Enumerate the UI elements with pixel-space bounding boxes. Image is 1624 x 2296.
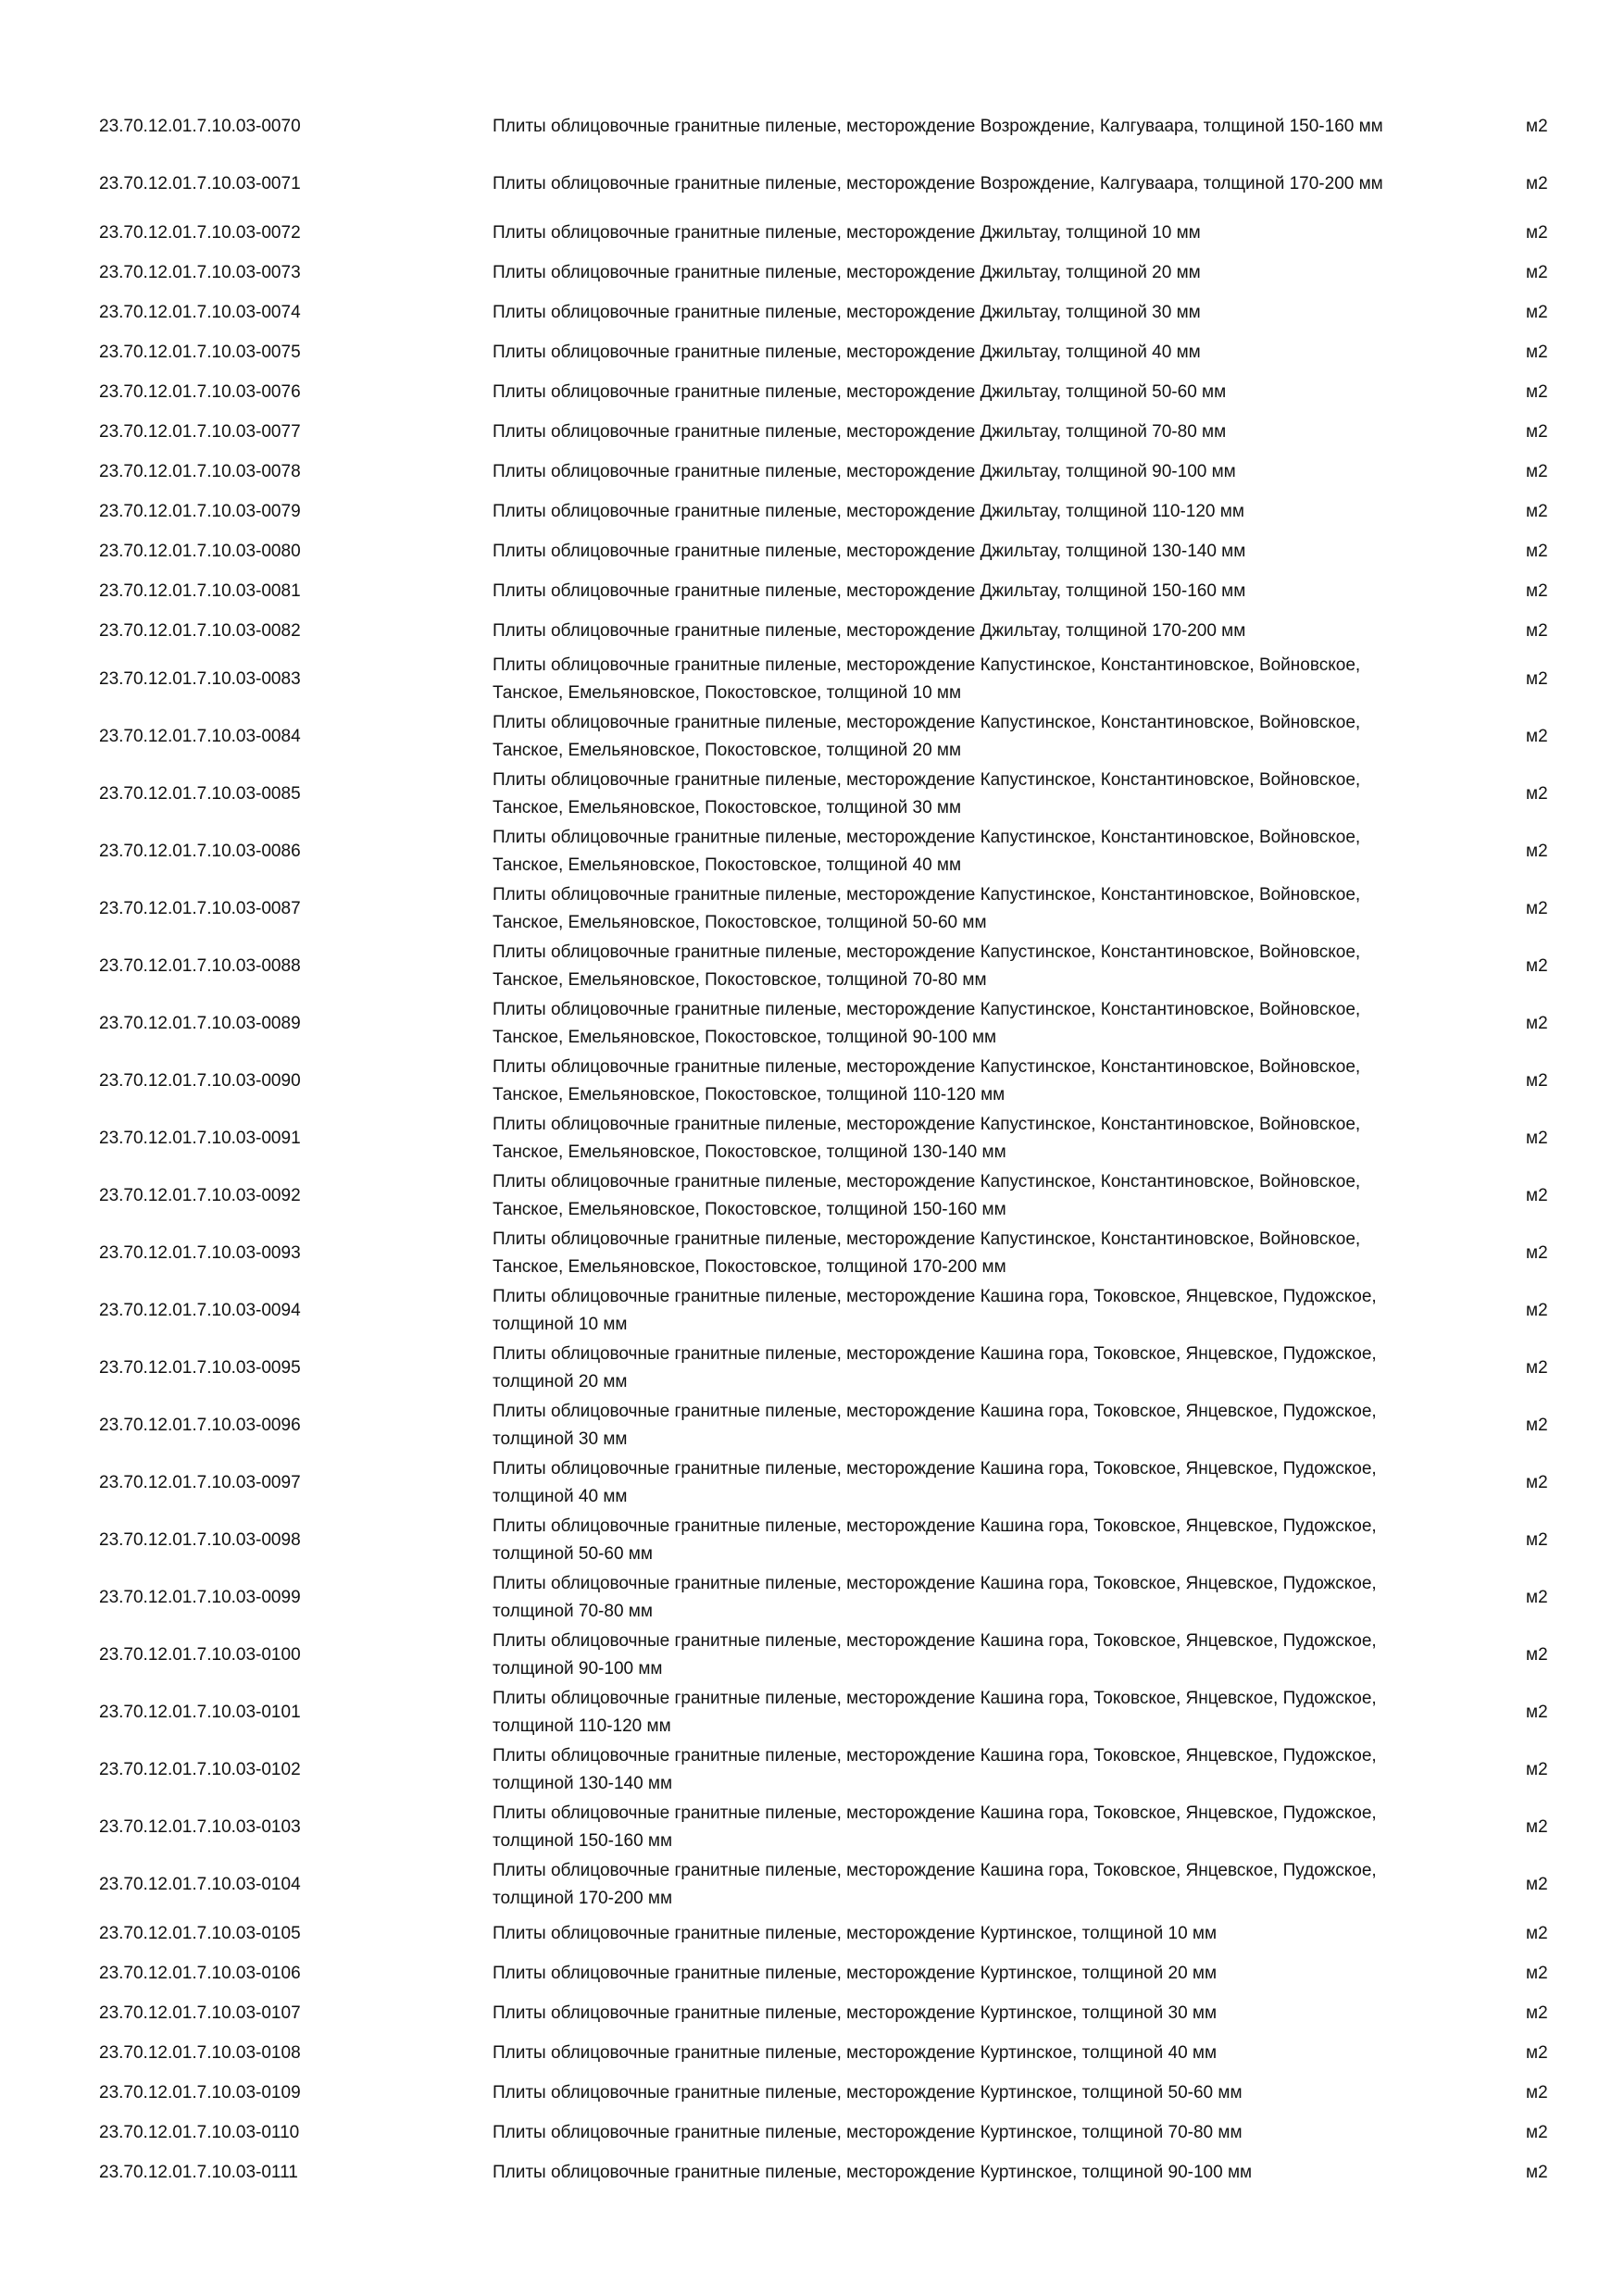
row-unit: м2 [1526, 2082, 1548, 2103]
table-row [0, 213, 1624, 253]
row-code: 23.70.12.01.7.10.03-0086 [99, 842, 301, 861]
row-unit: м2 [1526, 1530, 1548, 1550]
row-unit: м2 [1526, 1760, 1548, 1779]
row-code: 23.70.12.01.7.10.03-0105 [99, 1923, 301, 1943]
row-code: 23.70.12.01.7.10.03-0071 [99, 174, 301, 193]
row-description: Плиты облицовочные гранитные пиленые, месторождение Джильтау, толщиной 20 мм [493, 262, 1201, 282]
row-description: Плиты облицовочные гранитные пиленые, месторождение Джильтау, толщиной 130-140 мм [493, 541, 1246, 561]
table-row [0, 1053, 1624, 1110]
table-row [0, 372, 1624, 412]
row-code: 23.70.12.01.7.10.03-0108 [99, 2042, 301, 2063]
table-row [0, 531, 1624, 571]
row-code: 23.70.12.01.7.10.03-0093 [99, 1243, 301, 1263]
row-code: 23.70.12.01.7.10.03-0110 [99, 2122, 300, 2142]
row-unit: м2 [1526, 1186, 1548, 1205]
row-code: 23.70.12.01.7.10.03-0082 [99, 620, 301, 641]
row-description: Плиты облицовочные гранитные пиленые, месторождение Джильтау, толщиной 110-120 мм [493, 501, 1244, 521]
row-description: Плиты облицовочные гранитные пиленые, месторождение Кашина гора, Токовское, Янцевское, Пудожское, толщиной 30 мм [493, 1402, 1377, 1449]
table-row [0, 766, 1624, 823]
row-unit: м2 [1526, 1129, 1548, 1148]
table-row [0, 1856, 1624, 1914]
row-unit: м2 [1526, 1588, 1548, 1607]
row-description: Плиты облицовочные гранитные пиленые, месторождение Джильтау, толщиной 10 мм [493, 222, 1201, 243]
row-unit: м2 [1526, 174, 1548, 193]
row-unit: м2 [1526, 2003, 1548, 2023]
row-code: 23.70.12.01.7.10.03-0077 [99, 421, 301, 442]
row-description: Плиты облицовочные гранитные пиленые, месторождение Капустинское, Константиновское, Войновское, Танское, Емельяновское, Покостовское, толщиной 40 мм [493, 828, 1361, 875]
row-code: 23.70.12.01.7.10.03-0083 [99, 669, 301, 689]
row-description: Плиты облицовочные гранитные пиленые, месторождение Джильтау, толщиной 90-100 мм [493, 461, 1236, 481]
row-code: 23.70.12.01.7.10.03-0089 [99, 1014, 301, 1033]
row-unit: м2 [1526, 461, 1548, 481]
table-row [0, 938, 1624, 995]
row-description: Плиты облицовочные гранитные пиленые, месторождение Кашина гора, Токовское, Янцевское, Пудожское, толщиной 130-140 мм [493, 1746, 1377, 1793]
row-unit: м2 [1526, 1243, 1548, 1263]
row-description: Плиты облицовочные гранитные пиленые, месторождение Куртинское, толщиной 30 мм [493, 2003, 1218, 2023]
table-row [0, 2152, 1624, 2192]
row-description: Плиты облицовочные гранитные пиленые, месторождение Джильтау, толщиной 50-60 мм [493, 381, 1227, 402]
row-description: Плиты облицовочные гранитные пиленые, месторождение Капустинское, Константиновское, Войновское, Танское, Емельяновское, Покостовское, толщиной 90-100 мм [493, 1000, 1361, 1047]
table-row [0, 1167, 1624, 1225]
row-description: Плиты облицовочные гранитные пиленые, месторождение Кашина гора, Токовское, Янцевское, Пудожское, толщиной 40 мм [493, 1459, 1377, 1506]
row-code: 23.70.12.01.7.10.03-0078 [99, 461, 301, 481]
row-unit: м2 [1526, 2122, 1548, 2142]
row-code: 23.70.12.01.7.10.03-0100 [99, 1645, 301, 1665]
row-unit: м2 [1526, 342, 1548, 362]
table-row [0, 1110, 1624, 1167]
row-unit: м2 [1526, 842, 1548, 861]
row-description: Плиты облицовочные гранитные пиленые, месторождение Куртинское, толщиной 90-100 мм [493, 2162, 1253, 2182]
row-unit: м2 [1526, 1473, 1548, 1492]
table-row [0, 823, 1624, 880]
row-description: Плиты облицовочные гранитные пиленые, месторождение Капустинское, Константиновское, Войновское, Танское, Емельяновское, Покостовское, толщиной 30 мм [493, 770, 1361, 817]
row-code: 23.70.12.01.7.10.03-0075 [99, 342, 301, 362]
row-unit: м2 [1526, 669, 1548, 689]
row-unit: м2 [1526, 1645, 1548, 1665]
row-code: 23.70.12.01.7.10.03-0079 [99, 501, 301, 521]
row-code: 23.70.12.01.7.10.03-0095 [99, 1358, 301, 1378]
row-unit: м2 [1526, 1014, 1548, 1033]
table-row [0, 1454, 1624, 1512]
row-code: 23.70.12.01.7.10.03-0074 [99, 302, 301, 322]
row-unit: м2 [1526, 1963, 1548, 1983]
table-row [0, 571, 1624, 611]
row-unit: м2 [1526, 899, 1548, 918]
row-description: Плиты облицовочные гранитные пиленые, месторождение Джильтау, толщиной 150-160 мм [493, 580, 1246, 601]
table-row [0, 651, 1624, 708]
row-code: 23.70.12.01.7.10.03-0094 [99, 1301, 301, 1320]
table-row [0, 452, 1624, 492]
row-code: 23.70.12.01.7.10.03-0084 [99, 727, 301, 746]
table-row [0, 1340, 1624, 1397]
table-row [0, 332, 1624, 372]
row-description: Плиты облицовочные гранитные пиленые, месторождение Капустинское, Константиновское, Войновское, Танское, Емельяновское, Покостовское, толщиной 20 мм [493, 713, 1361, 760]
row-description: Плиты облицовочные гранитные пиленые, месторождение Капустинское, Константиновское, Войновское, Танское, Емельяновское, Покостовское, толщиной 130-140 мм [493, 1115, 1361, 1162]
row-description: Плиты облицовочные гранитные пиленые, месторождение Кашина гора, Токовское, Янцевское, Пудожское, толщиной 20 мм [493, 1344, 1377, 1391]
table-row [0, 611, 1624, 651]
row-code: 23.70.12.01.7.10.03-0106 [99, 1963, 301, 1983]
row-unit: м2 [1526, 1416, 1548, 1435]
row-description: Плиты облицовочные гранитные пиленые, месторождение Капустинское, Константиновское, Войновское, Танское, Емельяновское, Покостовское, толщиной 10 мм [493, 655, 1361, 703]
table-row [0, 492, 1624, 531]
row-code: 23.70.12.01.7.10.03-0096 [99, 1416, 301, 1435]
row-description: Плиты облицовочные гранитные пиленые, месторождение Кашина гора, Токовское, Янцевское, Пудожское, толщиной 150-160 мм [493, 1803, 1377, 1851]
table-row [0, 1627, 1624, 1684]
table-row [0, 1993, 1624, 2033]
row-unit: м2 [1526, 1923, 1548, 1943]
row-unit: м2 [1526, 727, 1548, 746]
row-description: Плиты облицовочные гранитные пиленые, месторождение Джильтау, толщиной 40 мм [493, 342, 1201, 362]
row-unit: м2 [1526, 222, 1548, 243]
row-description: Плиты облицовочные гранитные пиленые, месторождение Джильтау, толщиной 170-200 мм [493, 620, 1246, 641]
row-unit: м2 [1526, 1817, 1548, 1837]
row-unit: м2 [1526, 784, 1548, 804]
row-unit: м2 [1526, 2162, 1548, 2182]
row-unit: м2 [1526, 1875, 1548, 1894]
row-description: Плиты облицовочные гранитные пиленые, месторождение Куртинское, толщиной 70-80 мм [493, 2122, 1243, 2142]
table-row [0, 1684, 1624, 1741]
row-code: 23.70.12.01.7.10.03-0102 [99, 1760, 301, 1779]
row-description: Плиты облицовочные гранитные пиленые, месторождение Капустинское, Константиновское, Войновское, Танское, Емельяновское, Покостовское, толщиной 70-80 мм [493, 942, 1361, 990]
table-row [0, 1741, 1624, 1799]
row-description: Плиты облицовочные гранитные пиленые, месторождение Капустинское, Константиновское, Войновское, Танское, Емельяновское, Покостовское, толщиной 50-60 мм [493, 885, 1361, 932]
row-code: 23.70.12.01.7.10.03-0109 [99, 2082, 301, 2103]
row-code: 23.70.12.01.7.10.03-0080 [99, 541, 301, 561]
row-unit: м2 [1526, 541, 1548, 561]
row-code: 23.70.12.01.7.10.03-0104 [99, 1875, 301, 1894]
row-description: Плиты облицовочные гранитные пиленые, месторождение Куртинское, толщиной 50-60 мм [493, 2082, 1243, 2103]
row-description: Плиты облицовочные гранитные пиленые, месторождение Капустинское, Константиновское, Войновское, Танское, Емельяновское, Покостовское, толщиной 110-120 мм [493, 1057, 1361, 1104]
row-unit: м2 [1526, 1071, 1548, 1091]
row-description: Плиты облицовочные гранитные пиленые, месторождение Джильтау, толщиной 30 мм [493, 302, 1201, 322]
row-unit: м2 [1526, 501, 1548, 521]
row-code: 23.70.12.01.7.10.03-0087 [99, 899, 301, 918]
row-description: Плиты облицовочные гранитные пиленые, месторождение Кашина гора, Токовское, Янцевское, Пудожское, толщиной 10 мм [493, 1287, 1377, 1334]
row-unit: м2 [1526, 1358, 1548, 1378]
row-code: 23.70.12.01.7.10.03-0098 [99, 1530, 301, 1550]
row-description: Плиты облицовочные гранитные пиленые, месторождение Кашина гора, Токовское, Янцевское, Пудожское, толщиной 170-200 мм [493, 1861, 1377, 1908]
table-row [0, 1282, 1624, 1340]
row-description: Плиты облицовочные гранитные пиленые, месторождение Куртинское, толщиной 10 мм [493, 1923, 1218, 1943]
row-code: 23.70.12.01.7.10.03-0099 [99, 1588, 301, 1607]
row-code: 23.70.12.01.7.10.03-0081 [99, 580, 301, 601]
table-row [0, 708, 1624, 766]
row-unit: м2 [1526, 956, 1548, 976]
table-row [0, 412, 1624, 452]
row-description: Плиты облицовочные гранитные пиленые, месторождение Возрождение, Калгуваара, толщиной 170-200 мм [493, 174, 1383, 193]
row-description: Плиты облицовочные гранитные пиленые, месторождение Куртинское, толщиной 20 мм [493, 1963, 1218, 1983]
row-code: 23.70.12.01.7.10.03-0073 [99, 262, 301, 282]
table-row [0, 253, 1624, 293]
table-row [0, 1569, 1624, 1627]
row-unit: м2 [1526, 117, 1548, 136]
table-row [0, 1799, 1624, 1856]
table-row [0, 1953, 1624, 1993]
row-description: Плиты облицовочные гранитные пиленые, месторождение Возрождение, Калгуваара, толщиной 150-160 мм [493, 117, 1383, 136]
table-row [0, 98, 1624, 156]
row-code: 23.70.12.01.7.10.03-0101 [99, 1703, 301, 1722]
row-description: Плиты облицовочные гранитные пиленые, месторождение Куртинское, толщиной 40 мм [493, 2042, 1218, 2063]
row-code: 23.70.12.01.7.10.03-0107 [99, 2003, 301, 2023]
row-unit: м2 [1526, 381, 1548, 402]
row-code: 23.70.12.01.7.10.03-0072 [99, 222, 301, 243]
row-code: 23.70.12.01.7.10.03-0088 [99, 956, 301, 976]
row-description: Плиты облицовочные гранитные пиленые, месторождение Капустинское, Константиновское, Войновское, Танское, Емельяновское, Покостовское, толщиной 150-160 мм [493, 1172, 1361, 1219]
table-row [0, 293, 1624, 332]
row-description: Плиты облицовочные гранитные пиленые, месторождение Кашина гора, Токовское, Янцевское, Пудожское, толщиной 90-100 мм [493, 1631, 1377, 1678]
row-unit: м2 [1526, 262, 1548, 282]
row-code: 23.70.12.01.7.10.03-0091 [99, 1129, 301, 1148]
table-row [0, 1914, 1624, 1953]
table-row [0, 2113, 1624, 2152]
table-row [0, 1512, 1624, 1569]
row-description: Плиты облицовочные гранитные пиленые, месторождение Кашина гора, Токовское, Янцевское, Пудожское, толщиной 70-80 мм [493, 1574, 1377, 1621]
table-row [0, 156, 1624, 213]
row-unit: м2 [1526, 302, 1548, 322]
row-description: Плиты облицовочные гранитные пиленые, месторождение Кашина гора, Токовское, Янцевское, Пудожское, толщиной 110-120 мм [493, 1689, 1377, 1736]
row-description: Плиты облицовочные гранитные пиленые, месторождение Капустинское, Константиновское, Войновское, Танское, Емельяновское, Покостовское, толщиной 170-200 мм [493, 1229, 1361, 1277]
row-code: 23.70.12.01.7.10.03-0092 [99, 1186, 301, 1205]
row-code: 23.70.12.01.7.10.03-0097 [99, 1473, 301, 1492]
row-code: 23.70.12.01.7.10.03-0085 [99, 784, 301, 804]
row-unit: м2 [1526, 421, 1548, 442]
row-code: 23.70.12.01.7.10.03-0111 [99, 2162, 298, 2182]
row-unit: м2 [1526, 1703, 1548, 1722]
row-code: 23.70.12.01.7.10.03-0090 [99, 1071, 301, 1091]
table-row [0, 880, 1624, 938]
row-unit: м2 [1526, 580, 1548, 601]
row-description: Плиты облицовочные гранитные пиленые, месторождение Кашина гора, Токовское, Янцевское, Пудожское, толщиной 50-60 мм [493, 1516, 1377, 1564]
table-row [0, 1225, 1624, 1282]
row-unit: м2 [1526, 620, 1548, 641]
table-row [0, 1397, 1624, 1454]
table-row [0, 2033, 1624, 2073]
table-row [0, 995, 1624, 1053]
row-description: Плиты облицовочные гранитные пиленые, месторождение Джильтау, толщиной 70-80 мм [493, 421, 1227, 442]
row-code: 23.70.12.01.7.10.03-0076 [99, 381, 301, 402]
row-unit: м2 [1526, 1301, 1548, 1320]
row-code: 23.70.12.01.7.10.03-0070 [99, 117, 301, 136]
row-unit: м2 [1526, 2042, 1548, 2063]
table-row [0, 2073, 1624, 2113]
row-code: 23.70.12.01.7.10.03-0103 [99, 1817, 301, 1837]
